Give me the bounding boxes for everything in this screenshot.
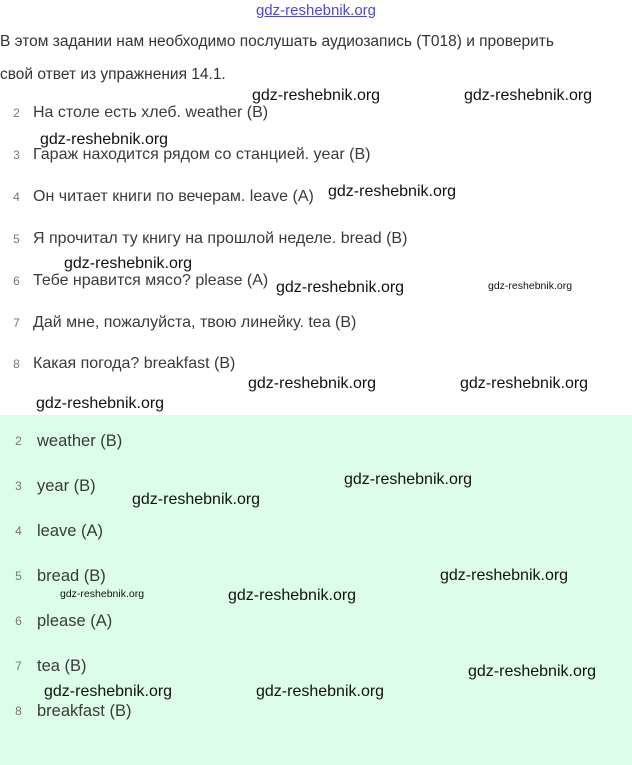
intro-line-1: В этом задании нам необходимо послушать аудиозапись (T018) и проверить <box>0 33 554 50</box>
item-number: 5 <box>13 232 20 246</box>
item-number: 6 <box>15 614 22 628</box>
watermark: gdz-reshebnik.org <box>276 279 405 296</box>
watermark: gdz-reshebnik.org <box>328 183 457 200</box>
item-text: please (A) <box>37 611 113 630</box>
item-number: 5 <box>15 569 22 583</box>
site-header-link[interactable]: gdz-reshebnik.org <box>255 2 377 19</box>
item-text: year (B) <box>37 476 96 495</box>
item-number: 2 <box>15 434 22 448</box>
item-text: bread (B) <box>37 566 106 585</box>
item-text: weather (B) <box>37 431 123 450</box>
watermark: gdz-reshebnik.org <box>64 255 193 272</box>
answer-item <box>0 699 131 723</box>
sentence-item <box>0 352 235 376</box>
watermark: gdz-reshebnik.org <box>256 683 385 700</box>
watermark: gdz-reshebnik.org <box>228 587 357 604</box>
watermark: gdz-reshebnik.org <box>460 375 589 392</box>
answer-item <box>0 654 87 678</box>
answer-item <box>0 474 96 498</box>
item-number: 4 <box>15 524 22 538</box>
item-text: breakfast (B) <box>37 701 132 720</box>
answer-item <box>0 609 112 633</box>
sentence-item <box>0 227 407 251</box>
item-number: 7 <box>15 659 22 673</box>
item-number: 3 <box>13 148 20 162</box>
item-text: tea (B) <box>37 656 87 675</box>
item-number: 8 <box>13 357 20 371</box>
watermark: gdz-reshebnik.org <box>344 471 473 488</box>
item-number: 2 <box>13 106 20 120</box>
item-number: 4 <box>13 190 20 204</box>
intro-line-2: свой ответ из упражнения 14.1. <box>0 66 226 83</box>
watermark: gdz-reshebnik.org <box>464 87 593 104</box>
answer-item <box>0 519 103 543</box>
item-text: leave (A) <box>37 521 104 540</box>
watermark: gdz-reshebnik.org <box>252 87 381 104</box>
watermark: gdz-reshebnik.org <box>36 395 165 412</box>
answer-item <box>0 429 122 453</box>
sentence-item <box>0 101 268 125</box>
item-number: 7 <box>13 316 20 330</box>
watermark: gdz-reshebnik.org <box>488 280 573 292</box>
item-text: Какая погода? breakfast (B) <box>33 355 236 372</box>
item-text: На столе есть хлеб. weather (B) <box>33 104 269 121</box>
item-text: Я прочитал ту книгу на прошлой неделе. bread (B) <box>33 230 408 247</box>
watermark: gdz-reshebnik.org <box>60 588 145 600</box>
watermark: gdz-reshebnik.org <box>132 491 261 508</box>
watermark: gdz-reshebnik.org <box>468 663 597 680</box>
sentence-item <box>0 311 356 335</box>
watermark: gdz-reshebnik.org <box>44 683 173 700</box>
item-text: Гараж находится рядом со станцией. year (B) <box>33 146 371 163</box>
item-number: 8 <box>15 704 22 718</box>
item-text: Он читает книги по вечерам. leave (A) <box>33 188 314 205</box>
answer-item <box>0 564 106 588</box>
sentence-item <box>0 185 314 209</box>
item-text: Дай мне, пожалуйста, твою линейку. tea (B) <box>33 314 357 331</box>
item-number: 3 <box>15 479 22 493</box>
watermark: gdz-reshebnik.org <box>440 567 569 584</box>
watermark: gdz-reshebnik.org <box>248 375 377 392</box>
watermark: gdz-reshebnik.org <box>40 131 169 148</box>
item-number: 6 <box>13 274 20 288</box>
item-text: Тебе нравится мясо? please (A) <box>33 272 269 289</box>
